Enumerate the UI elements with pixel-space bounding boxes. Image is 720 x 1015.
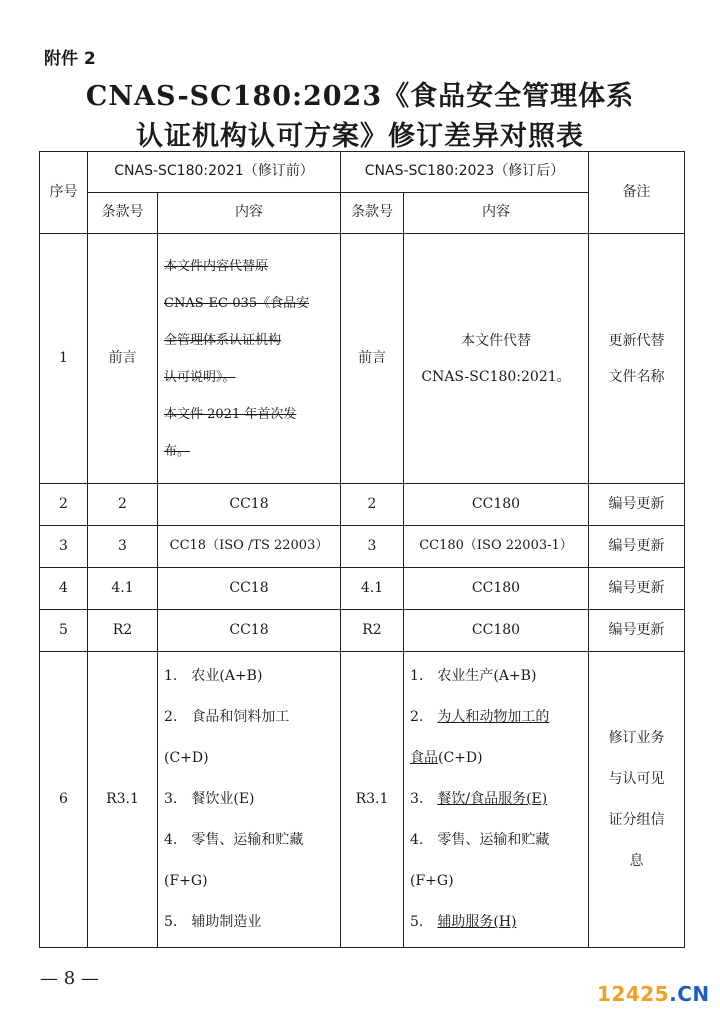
text-line: 证分组信 [608,811,665,828]
list-item: 4. 零售、运输和贮藏 [164,832,304,848]
header-remark: 备注 [589,152,685,234]
header-new-content: 内容 [404,193,589,234]
table-row [40,484,685,526]
row-old-content: CC18 [158,484,341,526]
text-line: 文件名称 [608,368,665,385]
row-remark: 编号更新 [589,610,685,652]
struck-text-line: 全管理体系认证机构 [164,332,282,348]
header-old-clause: 条款号 [88,193,158,234]
row-new-content [404,234,589,484]
list-item: 1. 农业(A+B) [164,668,263,684]
row-remark: 编号更新 [589,484,685,526]
row-old-content: CC18 [158,610,341,652]
text-line: 与认可见 [608,770,665,787]
row-new-content: CC180 [404,610,589,652]
header-new-clause: 条款号 [341,193,404,234]
row-remark [589,234,685,484]
list-item: (F+G) [164,873,208,889]
revised-text: 食品 [410,750,438,766]
revised-text: 为人和动物加工的 [437,709,550,725]
list-item: (F+G) [410,873,454,889]
row-seq: 3 [40,526,88,568]
watermark-number: 12425 [597,982,670,1006]
struck-text-line: 本文件 2021 年首次发 [164,406,297,422]
table-row [40,652,685,948]
revised-text: 餐饮/食品服务(E) [437,791,548,807]
header-old-version: CNAS-SC180:2021（修订前） [88,152,341,193]
header-new-version: CNAS-SC180:2023（修订后） [341,152,589,193]
row-remark: 编号更新 [589,526,685,568]
attachment-label: 附件 2 [44,49,96,69]
row-old-content: CC18（ISO /TS 22003） [158,526,341,568]
row-new-content: CC180（ISO 22003-1） [404,526,589,568]
struck-text-line: 本文件内容代替原 [164,258,269,274]
struck-text-line: CNAS-EC-035《食品安 [164,295,310,311]
row-new-content: CC180 [404,568,589,610]
list-item: 5. 辅助制造业 [164,914,262,930]
text-line: 修订业务 [608,729,665,746]
row-seq: 5 [40,610,88,652]
watermark-domain: .CN [669,982,710,1006]
text-fragment: (C+D) [438,750,483,766]
row-new-content: CC180 [404,484,589,526]
row-old-clause: R3.1 [88,652,158,948]
document-title-line1: CNAS-SC180:2023《食品安全管理体系 [85,81,635,112]
text-line: CNAS-SC180:2021。 [421,368,571,385]
list-item: 1. 农业生产(A+B) [410,668,537,684]
row-seq: 2 [40,484,88,526]
row-old-clause: 前言 [88,234,158,484]
text-fragment: 5. [410,914,438,930]
header-seq: 序号 [40,152,88,234]
list-item: 4. 零售、运输和贮藏 [410,832,550,848]
text-line: 本文件代替 [461,332,531,349]
list-item: 2. 食品和饲料加工 [164,709,290,725]
row-new-clause: 4.1 [341,568,404,610]
row-seq: 1 [40,234,88,484]
struck-text-line: 布。 [164,443,191,459]
header-old-content: 内容 [158,193,341,234]
struck-text-line: 认可说明》。 [164,369,236,385]
row-old-clause: R2 [88,610,158,652]
revised-text: 辅助服务(H) [437,914,517,930]
row-old-clause: 2 [88,484,158,526]
list-item [410,902,582,943]
row-new-clause: R3.1 [341,652,404,948]
row-new-content [404,652,589,948]
row-remark: 编号更新 [589,568,685,610]
row-old-content [158,234,341,484]
table-row [40,568,685,610]
page-number: — 8 — [40,968,99,989]
site-watermark [597,982,710,1006]
row-seq: 6 [40,652,88,948]
row-old-clause: 4.1 [88,568,158,610]
list-item: 3. 餐饮业(E) [164,791,255,807]
list-item [410,697,582,738]
row-remark [589,652,685,948]
text-line: 更新代替 [608,332,665,349]
row-seq: 4 [40,568,88,610]
text-fragment: 3. [410,791,438,807]
list-item [410,779,582,820]
row-old-clause: 3 [88,526,158,568]
row-new-clause: 前言 [341,234,404,484]
table-row [40,526,685,568]
comparison-table [39,151,685,948]
row-new-clause: 3 [341,526,404,568]
list-item [410,738,582,779]
table-row [40,610,685,652]
text-line: 息 [629,852,644,869]
row-old-content [158,652,341,948]
table-row [40,234,685,484]
document-title-line2: 认证机构认可方案》修订差异对照表 [136,121,584,152]
row-new-clause: R2 [341,610,404,652]
list-item: (C+D) [164,750,209,766]
text-fragment: 2. [410,709,438,725]
row-old-content: CC18 [158,568,341,610]
row-new-clause: 2 [341,484,404,526]
